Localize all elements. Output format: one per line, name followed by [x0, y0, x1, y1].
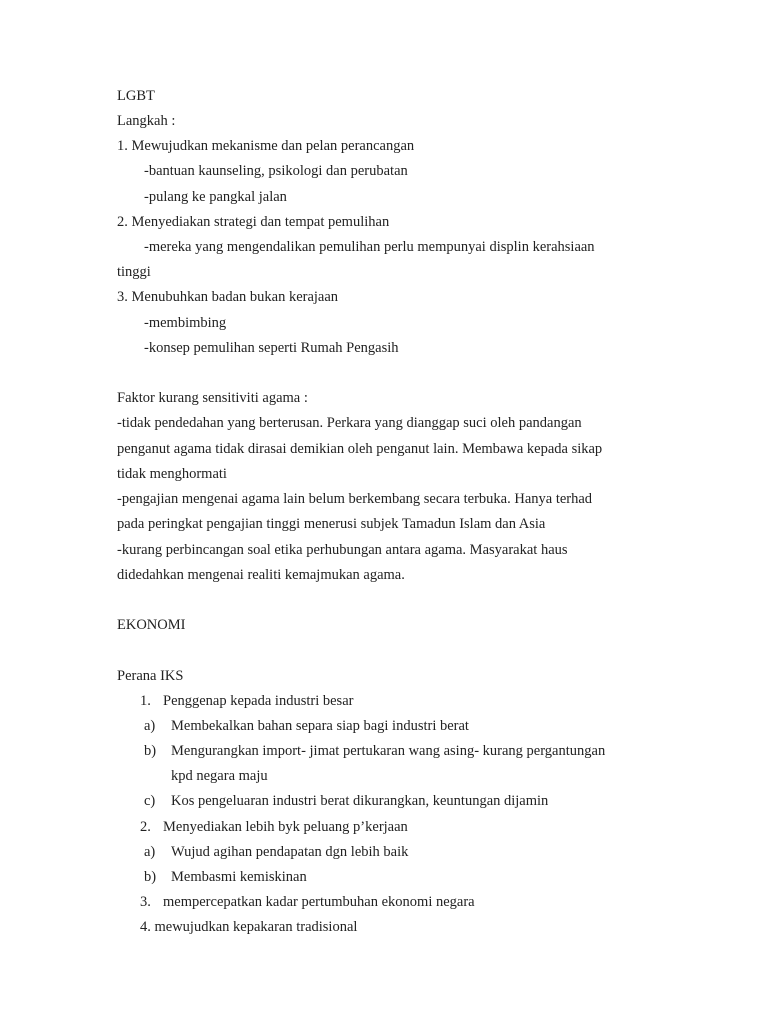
- faktor-paragraph-1-line-1: -tidak pendedahan yang berterusan. Perkara yang dianggap suci oleh pandangan: [117, 415, 582, 431]
- faktor-heading: Faktor kurang sensitiviti agama :: [117, 390, 308, 406]
- lgbt-step-3-point-b: -konsep pemulihan seperti Rumah Pengasih: [144, 340, 399, 356]
- ekonomi-item-4: 4. mewujudkan kepakaran tradisional: [140, 919, 358, 935]
- ekonomi-item-3-number: 3.: [140, 894, 151, 910]
- lgbt-step-1-point-b: -pulang ke pangkal jalan: [144, 189, 287, 205]
- faktor-paragraph-1-line-2: penganut agama tidak dirasai demikian oleh penganut lain. Membawa kepada sikap: [117, 441, 603, 457]
- ekonomi-item-1-c: Kos pengeluaran industri berat dikurangkan, keuntungan dijamin: [171, 793, 549, 809]
- ekonomi-item-1-a-marker: a): [144, 718, 156, 734]
- ekonomi-item-1: Penggenap kepada industri besar: [163, 693, 354, 709]
- lgbt-heading: LGBT: [117, 88, 155, 104]
- ekonomi-item-1-b-line-1: Mengurangkan import- jimat pertukaran wang asing- kurang pergantungan: [171, 743, 606, 759]
- ekonomi-item-2-b: Membasmi kemiskinan: [171, 869, 307, 885]
- ekonomi-item-2-a: Wujud agihan pendapatan dgn lebih baik: [171, 844, 409, 860]
- ekonomi-item-2-b-marker: b): [144, 869, 157, 885]
- faktor-paragraph-3-line-1: -kurang perbincangan soal etika perhubungan antara agama. Masyarakat haus: [117, 542, 568, 558]
- ekonomi-item-2: Menyediakan lebih byk peluang p’kerjaan: [163, 819, 408, 835]
- lgbt-step-3: 3. Menubuhkan badan bukan kerajaan: [117, 289, 339, 305]
- faktor-paragraph-1-line-3: tidak menghormati: [117, 466, 227, 482]
- ekonomi-item-1-c-marker: c): [144, 793, 156, 809]
- ekonomi-item-1-b-marker: b): [144, 743, 157, 759]
- faktor-paragraph-2-line-2: pada peringkat pengajian tinggi menerusi subjek Tamadun Islam dan Asia: [117, 516, 546, 532]
- ekonomi-heading: EKONOMI: [117, 617, 186, 633]
- faktor-paragraph-3-line-2: didedahkan mengenai realiti kemajmukan agama.: [117, 567, 405, 583]
- ekonomi-item-1-number: 1.: [140, 693, 151, 709]
- lgbt-step-2: 2. Menyediakan strategi dan tempat pemulihan: [117, 214, 390, 230]
- ekonomi-item-1-a: Membekalkan bahan separa siap bagi industri berat: [171, 718, 469, 734]
- lgbt-step-2-point-a-line-2: tinggi: [117, 264, 151, 280]
- ekonomi-subheading: Perana IKS: [117, 668, 184, 684]
- ekonomi-item-1-b-line-2: kpd negara maju: [171, 768, 268, 784]
- ekonomi-item-2-number: 2.: [140, 819, 151, 835]
- lgbt-step-3-point-a: -membimbing: [144, 315, 227, 331]
- faktor-paragraph-2-line-1: -pengajian mengenai agama lain belum berkembang secara terbuka. Hanya terhad: [117, 491, 593, 507]
- ekonomi-item-2-a-marker: a): [144, 844, 156, 860]
- lgbt-step-2-point-a-line-1: -mereka yang mengendalikan pemulihan perlu mempunyai displin kerahsiaan: [144, 239, 595, 255]
- lgbt-intro: Langkah :: [117, 113, 176, 129]
- ekonomi-item-3: mempercepatkan kadar pertumbuhan ekonomi negara: [163, 894, 475, 910]
- lgbt-step-1-point-a: -bantuan kaunseling, psikologi dan perubatan: [144, 163, 408, 179]
- lgbt-step-1: 1. Mewujudkan mekanisme dan pelan perancangan: [117, 138, 415, 154]
